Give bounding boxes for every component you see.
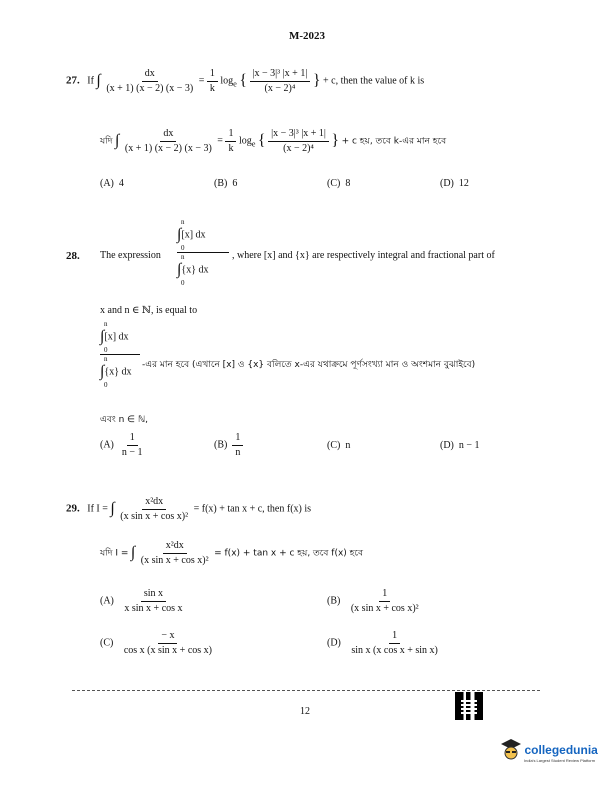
integral-sign: ∫ bbox=[96, 72, 101, 89]
brand-tagline: India's Largest Student Review Platform bbox=[524, 758, 596, 763]
numerator: 1 bbox=[232, 432, 243, 446]
option-value: 6 bbox=[232, 178, 238, 189]
integral-sign: ∫ bbox=[100, 363, 105, 380]
option-fraction bbox=[121, 588, 185, 614]
option-label: (C) bbox=[100, 637, 114, 649]
brace-right-icon: } bbox=[312, 72, 321, 89]
if-text-bn: যদি I = bbox=[100, 548, 129, 559]
page-header: M-2023 bbox=[289, 30, 326, 42]
equals-sign: = bbox=[198, 75, 205, 87]
integrand-fraction bbox=[138, 540, 212, 566]
denominator: k bbox=[209, 82, 215, 94]
brace-left-icon: { bbox=[239, 72, 248, 89]
numerator-integrand: [x] dx bbox=[181, 229, 206, 241]
option-fraction bbox=[348, 588, 422, 614]
question-tail: = f(x) + tan x + c, then f(x) is bbox=[193, 503, 312, 515]
denominator: n − 1 bbox=[121, 446, 143, 458]
option-fraction bbox=[232, 432, 243, 458]
option-label: (D) bbox=[327, 637, 341, 649]
option-label: (D) bbox=[440, 440, 454, 451]
denominator: k bbox=[228, 142, 234, 154]
integral-ratio-bn bbox=[100, 320, 140, 389]
option-b[interactable] bbox=[214, 178, 237, 189]
numerator: 1 bbox=[379, 588, 390, 602]
upper-limit: n bbox=[104, 320, 108, 328]
graduate-icon bbox=[500, 738, 522, 762]
log-base: e bbox=[233, 79, 237, 89]
integrand-fraction bbox=[117, 496, 191, 522]
coef-fraction bbox=[207, 68, 218, 94]
option-d[interactable] bbox=[440, 440, 480, 451]
denominator: (x + 1) (x − 2) (x − 3) bbox=[124, 142, 212, 154]
integral-ratio bbox=[177, 218, 229, 287]
option-a[interactable] bbox=[100, 178, 124, 189]
option-c[interactable] bbox=[100, 630, 215, 656]
option-d[interactable] bbox=[327, 630, 441, 656]
integral-sign: ∫ bbox=[115, 132, 120, 149]
brace-right-icon: } bbox=[331, 132, 340, 149]
numerator: x²dx bbox=[142, 496, 166, 510]
denominator: sin x (x cos x + sin x) bbox=[351, 644, 438, 656]
brace-left-icon: { bbox=[257, 132, 266, 149]
log-argument-fraction bbox=[250, 68, 311, 94]
option-value: 8 bbox=[345, 178, 351, 189]
numerator: x²dx bbox=[163, 540, 187, 554]
option-label: (C) bbox=[327, 178, 341, 189]
question-29-bn bbox=[100, 540, 363, 566]
option-label: (A) bbox=[100, 439, 114, 451]
log-base: e bbox=[251, 139, 256, 149]
log-text: log bbox=[238, 135, 252, 147]
integrand-fraction bbox=[122, 128, 215, 154]
question-tail: , where [x] and {x} are respectively integral and fractional part of bbox=[232, 250, 495, 261]
integral-sign: ∫ bbox=[100, 328, 105, 345]
lower-limit: 0 bbox=[104, 346, 108, 354]
option-label: (D) bbox=[440, 178, 454, 189]
numerator: 1 bbox=[127, 432, 138, 446]
if-text-bn: যদি bbox=[100, 136, 113, 147]
option-label: (C) bbox=[327, 440, 341, 451]
numerator: |x − 3|³ |x + 1| bbox=[268, 128, 329, 142]
denominator-integrand: {x} dx bbox=[181, 264, 209, 276]
log-argument-fraction bbox=[268, 128, 329, 154]
lower-limit: 0 bbox=[181, 279, 185, 287]
question-lead: The expression bbox=[100, 250, 161, 261]
option-value: 4 bbox=[118, 178, 124, 189]
denominator: (x sin x + cos x)² bbox=[350, 602, 419, 614]
denominator: cos x (x sin x + cos x) bbox=[123, 644, 212, 656]
question-number: 27. bbox=[66, 74, 80, 87]
option-c[interactable] bbox=[327, 178, 350, 189]
denominator: n bbox=[235, 446, 241, 458]
option-label: (B) bbox=[327, 595, 341, 607]
denominator-integrand: {x} dx bbox=[104, 366, 132, 378]
numerator: |x − 3|³ |x + 1| bbox=[250, 68, 311, 82]
option-value: 12 bbox=[458, 178, 469, 189]
page-number: 12 bbox=[300, 706, 310, 717]
brand-logo bbox=[500, 738, 598, 763]
denominator: (x sin x + cos x)² bbox=[140, 554, 209, 566]
question-number: 28. bbox=[66, 250, 80, 262]
brand-name: collegedunia bbox=[524, 743, 598, 757]
question-number: 29. bbox=[66, 502, 80, 515]
question-line-2: x and n ∈ ℕ, is equal to bbox=[100, 305, 198, 316]
if-text: If bbox=[87, 75, 94, 87]
option-b[interactable] bbox=[214, 432, 243, 458]
option-label: (A) bbox=[100, 595, 114, 607]
denominator: x sin x + cos x bbox=[124, 602, 183, 614]
option-a[interactable] bbox=[100, 432, 146, 458]
option-b[interactable] bbox=[327, 588, 422, 614]
numerator: 1 bbox=[225, 128, 236, 142]
numerator-integrand: [x] dx bbox=[104, 331, 129, 343]
option-d[interactable] bbox=[440, 178, 469, 189]
question-tail-bn: = f(x) + tan x + c হয়, তবে f(x) হবে bbox=[214, 548, 364, 559]
integrand-fraction bbox=[103, 68, 196, 94]
integral-sign: ∫ bbox=[177, 261, 182, 278]
if-text: If I = bbox=[87, 503, 108, 515]
numerator: 1 bbox=[389, 630, 400, 644]
integral-sign: ∫ bbox=[177, 226, 182, 243]
option-fraction bbox=[121, 630, 215, 656]
qr-code-icon bbox=[455, 692, 483, 720]
upper-limit: n bbox=[181, 218, 185, 226]
denominator: (x sin x + cos x)² bbox=[120, 510, 189, 522]
question-27-en bbox=[66, 68, 424, 94]
question-29-en bbox=[66, 496, 311, 522]
denominator: (x + 1) (x − 2) (x − 3) bbox=[106, 82, 194, 94]
numerator: dx bbox=[142, 68, 158, 82]
option-label: (B) bbox=[214, 439, 228, 451]
integral-sign: ∫ bbox=[110, 500, 115, 517]
question-27-bn bbox=[100, 128, 446, 154]
question-tail-bn: + c হয়, তবে k-এর মান হবে bbox=[341, 136, 447, 147]
denominator: (x − 2)⁴ bbox=[283, 142, 314, 154]
question-line-2-bn: এবং n ∈ ℕ, bbox=[100, 415, 148, 425]
question-tail-bn: -এর মান হবে (এখানে [x] ও {x} বলিতে x-এর যথাক্রমে পূর্ণসংখ্যা মান ও অংশমান বুঝাইবে) bbox=[142, 360, 476, 370]
option-fraction bbox=[119, 432, 146, 458]
option-label: (A) bbox=[100, 178, 114, 189]
coef-fraction bbox=[225, 128, 236, 154]
numerator: 1 bbox=[207, 68, 218, 82]
footer-divider bbox=[72, 690, 540, 691]
option-a[interactable] bbox=[100, 588, 186, 614]
upper-limit: n bbox=[104, 355, 108, 363]
denominator: (x − 2)⁴ bbox=[264, 82, 296, 94]
lower-limit: 0 bbox=[181, 244, 185, 252]
numerator: dx bbox=[160, 128, 176, 142]
numerator: sin x bbox=[141, 588, 166, 602]
option-label: (B) bbox=[214, 178, 228, 189]
numerator: − x bbox=[158, 630, 177, 644]
option-c[interactable] bbox=[327, 440, 350, 451]
question-tail: + c, then the value of k is bbox=[323, 75, 425, 87]
option-value: n − 1 bbox=[458, 440, 480, 451]
log-text: log bbox=[220, 75, 234, 87]
upper-limit: n bbox=[181, 253, 185, 261]
lower-limit: 0 bbox=[104, 381, 108, 389]
option-fraction bbox=[348, 630, 440, 656]
integral-sign: ∫ bbox=[130, 544, 136, 561]
option-value: n bbox=[345, 440, 351, 451]
equals-sign: = bbox=[217, 135, 223, 147]
